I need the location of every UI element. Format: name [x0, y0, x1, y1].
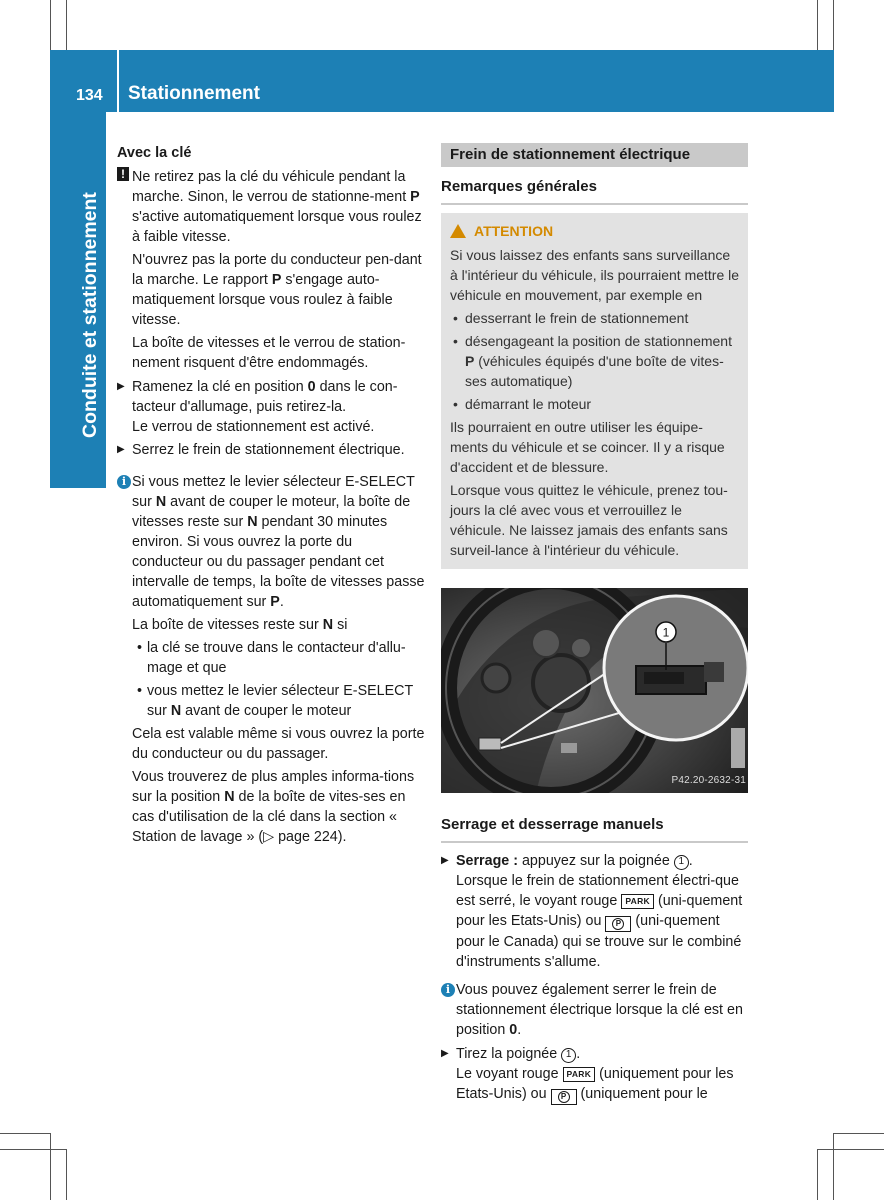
step-serrage — [441, 851, 748, 972]
list-item — [117, 638, 425, 678]
crop-mark — [817, 0, 818, 50]
info-text-2: La boîte de vitesses reste sur N si — [132, 617, 348, 633]
list-item — [117, 681, 425, 721]
bullet-dot: • — [137, 683, 143, 699]
chapter-label: Conduite et stationnement — [79, 192, 101, 438]
photo-reference-code: P42.20-2632-31 — [671, 775, 746, 786]
info-block — [117, 472, 425, 635]
crop-mark — [66, 1149, 67, 1200]
attention-header: ATTENTION — [450, 221, 741, 241]
info-icon: i — [117, 475, 131, 489]
crop-mark — [833, 0, 834, 50]
step-tirez — [441, 1044, 748, 1105]
list-item: • desserrant le frein de stationnement — [453, 310, 689, 326]
heading-remarques-generales: Remarques générales — [441, 177, 748, 205]
warning-block — [117, 167, 425, 373]
warning-triangle-icon — [450, 224, 466, 238]
crop-mark — [818, 1149, 884, 1150]
callout-1-symbol: 1 — [561, 1048, 576, 1063]
step-1-text: Ramenez la clé en position 0 dans le con-tacteur d'allumage, puis retirez-la. Le verrou de stationnement est activé. — [132, 379, 398, 435]
p-indicator-symbol: P — [605, 916, 631, 932]
crop-mark — [833, 1133, 834, 1200]
info-text-1: Si vous mettez le levier sélecteur E-SELECT sur N avant de couper le moteur, la boîte de vitesses reste sur N pendant 30 minutes environ. Si vous ouvrez la porte du conducteur ou du passager pendant cet intervalle de temps, la boîte de vitesses passe automatiquement sur P. — [132, 474, 425, 610]
step-arrow-icon: ▶ — [441, 1048, 449, 1059]
parking-brake-photo — [441, 588, 748, 793]
right-column — [441, 143, 748, 1108]
step-arrow-icon: ▶ — [441, 855, 449, 866]
warning-text-2: N'ouvrez pas la porte du conducteur pen-dant la marche. Le rapport P s'engage auto-matiquement lorsque vous roulez à faible vitesse. — [132, 252, 422, 328]
step-2-text: Serrez le frein de stationnement électrique. — [132, 442, 405, 458]
info-block-right — [441, 980, 748, 1040]
crop-mark — [0, 1149, 66, 1150]
warning-exclamation-icon: ! — [117, 167, 129, 181]
attention-text-2: Ils pourraient en outre utiliser les équipe-ments du véhicule et se coincer. Il y a risque d'accident et de blessure. — [450, 419, 725, 475]
info-right-text: Vous pouvez également serrer le frein de stationnement électrique lorsque la clé est en position 0. — [456, 982, 743, 1038]
bullet-text-1: la clé se trouve dans le contacteur d'allu-mage et que — [147, 640, 406, 676]
crop-mark — [66, 0, 67, 50]
subheading-avec-la-cle: Avec la clé — [117, 145, 192, 161]
page-number: 134 — [76, 87, 103, 104]
list-item: • désengageant la position de stationnement P (véhicules équipés d'une boîte de vites-ses automatique) — [453, 333, 732, 389]
info-icon: i — [441, 983, 455, 997]
attention-panel — [441, 213, 748, 569]
p-indicator-symbol: P — [551, 1089, 577, 1105]
crop-mark — [834, 1133, 884, 1134]
park-indicator-symbol: PARK — [621, 894, 654, 909]
info-text-3: Cela est valable même si vous ouvrez la porte du conducteur ou du passager. — [132, 726, 425, 762]
step-arrow-icon: ▶ — [117, 381, 125, 392]
crop-mark — [50, 1133, 51, 1200]
step-2 — [117, 440, 425, 460]
list-item: • démarrant le moteur — [453, 396, 592, 412]
left-column — [117, 143, 425, 850]
attention-text-3: Lorsque vous quittez le véhicule, prenez tou-jours la clé avec vous et verrouillez le véhicule. Ne laissez jamais des enfants sans surveil-lance à l'intérieur du véhicule. — [450, 482, 728, 558]
header-separator — [117, 50, 119, 112]
attention-text-1: Si vous laissez des enfants sans surveillance à l'intérieur du véhicule, ils pourraient mettre le véhicule en mouvement, par exemple en — [450, 247, 740, 303]
warning-text-3: La boîte de vitesses et le verrou de station-nement risquent d'être endommagés. — [132, 335, 406, 371]
bullet-text-2: vous mettez le levier sélecteur E-SELECT sur N avant de couper le moteur — [147, 683, 413, 719]
step-tirez-text: Tirez la poignée 1 . Le voyant rouge PARK (uniquement pour les Etats-Unis) ou P (uniquement pour le — [456, 1044, 748, 1105]
section-title: Stationnement — [128, 83, 260, 104]
section-bar-frein: Frein de stationnement électrique — [441, 143, 748, 167]
step-arrow-icon: ▶ — [117, 444, 125, 455]
step-1 — [117, 377, 425, 437]
info-text-4: Vous trouverez de plus amples informa-tions sur la position N de la boîte de vites-ses en cas d'utilisation de la clé dans la section « Station de lavage » (▷ page 224). — [132, 769, 415, 845]
step-serrage-text: Serrage : appuyez sur la poignée 1 . Lorsque le frein de stationnement électri-que est serré, le voyant rouge PARK (uni-quement pour les Etats-Unis) ou P (uni-quement pour le Canada) qui se trouve sur le combiné d'instruments s'allume. — [456, 853, 743, 970]
bullet-dot: • — [137, 640, 143, 656]
crop-mark — [0, 1133, 50, 1134]
photo-callout-1: 1 — [662, 625, 670, 640]
warning-text-1: Ne retirez pas la clé du véhicule pendant la marche. Sinon, le verrou de stationne-ment P s'active automatiquement lorsque vous roulez à faible vitesse. — [132, 169, 422, 245]
park-indicator-symbol: PARK — [563, 1067, 596, 1082]
crop-mark — [50, 0, 51, 50]
dashboard-illustration — [441, 588, 748, 793]
crop-mark — [817, 1149, 818, 1200]
heading-serrage-desserrage: Serrage et desserrage manuels — [441, 815, 748, 843]
callout-1-symbol: 1 — [674, 855, 689, 870]
